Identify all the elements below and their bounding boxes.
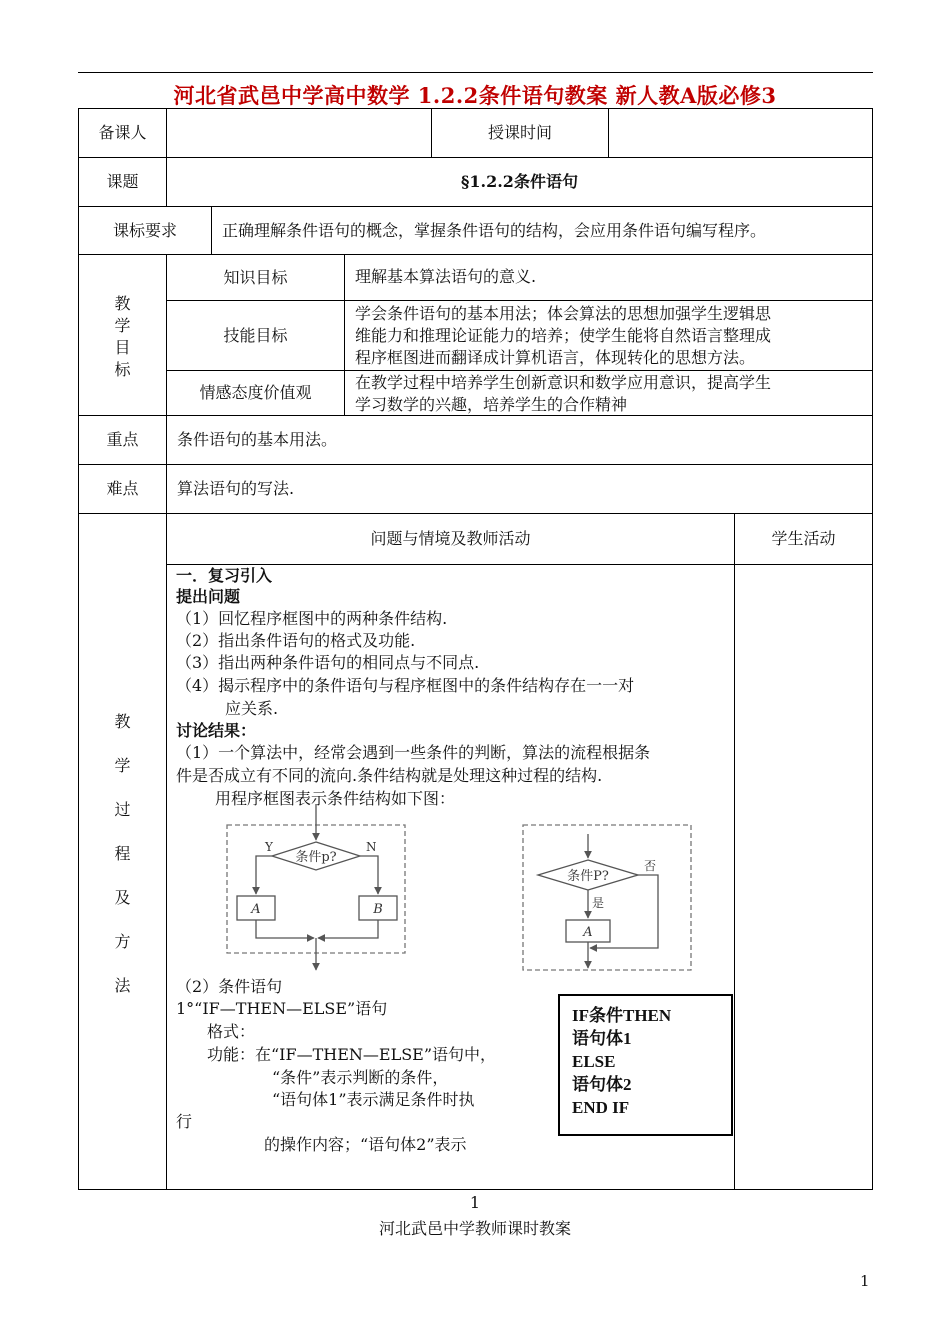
objective-skill-label: 技能目标 <box>166 300 345 371</box>
process-char: 法 <box>114 976 131 995</box>
problem-item: （4）揭示程序中的条件语句与程序框图中的条件结构存在一一对 <box>176 676 635 695</box>
topic-label: 课题 <box>78 157 167 207</box>
problem-title: 提出问题 <box>176 587 241 606</box>
process-char: 方 <box>114 932 131 951</box>
objectives-char: 标 <box>114 360 131 379</box>
yes-label: Y <box>265 840 273 854</box>
footer-school: 河北武邑中学教师课时教案 <box>378 1219 571 1238</box>
objective-line: 理解基本算法语句的意义. <box>355 267 537 286</box>
problem-item: 应关系. <box>225 699 279 718</box>
process-char: 教 <box>114 712 131 731</box>
code-line: END IF <box>572 1098 630 1117</box>
section-title: 一．复习引入 <box>176 566 273 585</box>
teacher-label: 备课人 <box>78 108 167 158</box>
standard-label: 课标要求 <box>78 206 212 255</box>
objective-attitude-value <box>344 370 873 416</box>
header-rule <box>78 72 873 73</box>
difficulty-label: 难点 <box>78 464 167 514</box>
process-char: 学 <box>114 756 131 775</box>
statement-line: 功能：在“IF—THEN—ELSE”语句中， <box>207 1045 497 1064</box>
yes-label: 是 <box>592 896 605 910</box>
objectives-char: 教 <box>114 294 131 313</box>
page-number-right: 1 <box>860 1272 870 1290</box>
statement-line: 1°“IF—THEN—ELSE”语句 <box>176 999 388 1018</box>
problem-item: （2）指出条件语句的格式及功能. <box>176 631 416 650</box>
statement-line: “条件”表示判断的条件， <box>272 1068 449 1087</box>
objective-knowledge-label: 知识目标 <box>166 254 345 301</box>
problem-item: （3）指出两种条件语句的相同点与不同点. <box>176 653 480 672</box>
discussion-line: （1）一个算法中，经常会遇到一些条件的判断，算法的流程根据条 <box>176 743 651 762</box>
objective-line: 维能力和推理论证能力的培养；使学生能将自然语言整理成 <box>355 326 772 345</box>
no-label: N <box>366 840 377 854</box>
flowchart-if-then <box>520 822 695 974</box>
teacher-value <box>166 108 432 158</box>
code-box <box>558 994 733 1136</box>
key-point-label: 重点 <box>78 415 167 465</box>
process-char: 程 <box>114 844 131 863</box>
difficulty-value: 算法语句的写法. <box>166 464 873 514</box>
objective-line: 程序框图进而翻译成计算机语言，体现转化的思想方法。 <box>355 348 756 367</box>
no-label: 否 <box>644 859 657 873</box>
activity-header: 问题与情境及教师活动 <box>166 513 735 565</box>
objectives-char: 学 <box>114 316 131 335</box>
box-a-text: A <box>583 925 593 940</box>
time-label: 授课时间 <box>431 108 609 158</box>
discussion-line: 件是否成立有不同的流向.条件结构就是处理这种过程的结构. <box>176 766 603 785</box>
objective-attitude-label: 情感态度价值观 <box>166 370 345 416</box>
objective-line: 学会条件语句的基本用法；体会算法的思想加强学生逻辑思 <box>355 304 772 323</box>
box-a-text: A <box>251 902 261 917</box>
code-line: 语句体1 <box>572 1029 632 1048</box>
code-line: IF条件THEN <box>572 1006 672 1025</box>
box-b-text: B <box>373 902 383 917</box>
objective-knowledge-value <box>344 254 873 301</box>
student-activity-header: 学生活动 <box>734 513 873 565</box>
objective-line: 在教学过程中培养学生创新意识和数学应用意识，提高学生 <box>355 373 772 392</box>
standard-value: 正确理解条件语句的概念，掌握条件语句的结构，会应用条件语句编写程序。 <box>211 206 873 255</box>
problem-item: （1）回忆程序框图中的两种条件结构. <box>176 609 448 628</box>
objectives-char: 目 <box>114 338 131 357</box>
process-char: 及 <box>114 888 131 907</box>
discussion-line: 用程序框图表示条件结构如下图： <box>215 789 456 808</box>
statement-line: 行 <box>176 1112 193 1131</box>
student-activity-content <box>734 564 873 1190</box>
objectives-label <box>78 254 167 416</box>
decision-text: 条件p? <box>295 850 337 865</box>
process-label <box>78 513 167 1190</box>
flowchart-if-else <box>220 804 415 974</box>
decision-text: 条件P? <box>567 869 609 884</box>
topic-value: §1.2.2条件语句 <box>166 157 873 207</box>
page-number-center: 1 <box>469 1193 481 1212</box>
objective-line: 学习数学的兴趣，培养学生的合作精神 <box>355 395 628 414</box>
code-line: ELSE <box>572 1052 616 1071</box>
discussion-title: 讨论结果： <box>176 721 257 740</box>
statement-line: （2）条件语句 <box>176 977 283 996</box>
statement-line: 格式： <box>207 1022 256 1041</box>
code-line: 语句体2 <box>572 1075 632 1094</box>
key-point-value: 条件语句的基本用法。 <box>166 415 873 465</box>
page-title: 河北省武邑中学高中数学 1.2.2条件语句教案 新人教A版必修3 <box>173 83 777 108</box>
statement-line: “语句体1”表示满足条件时执 <box>272 1090 475 1109</box>
time-value <box>608 108 873 158</box>
statement-line: 的操作内容；“语句体2”表示 <box>264 1135 467 1154</box>
objective-skill-value <box>344 300 873 371</box>
process-char: 过 <box>114 800 131 819</box>
